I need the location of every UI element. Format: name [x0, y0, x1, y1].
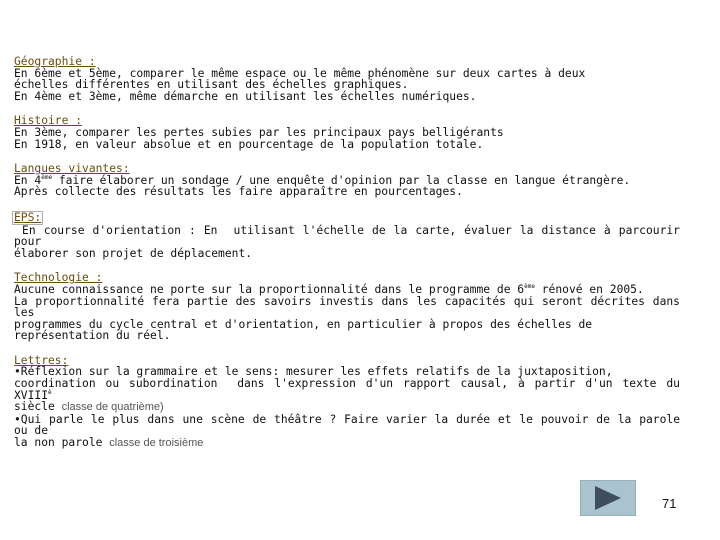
text-line: élaborer son projet de déplacement.	[14, 246, 253, 260]
play-triangle-icon	[593, 485, 623, 511]
document-body	[14, 55, 687, 463]
text-line	[14, 437, 680, 450]
superscript: è	[48, 388, 52, 396]
text-line: programmes du cycle central et d'orientation, en particulier à propos des échelles de	[14, 317, 593, 331]
bullet-line: •Qui parle le plus dans une scène de théâtre ? Faire varier la durée et le pouvoir de la parole ou de	[14, 412, 687, 438]
section-geographie	[14, 56, 680, 102]
text-line: En 1918, en valeur absolue et en pourcentage de la population totale.	[14, 137, 484, 151]
text-line	[14, 284, 680, 296]
text-fragment: Aucune connaissance ne porte sur la proportionnalité dans le programme de 6	[14, 282, 525, 296]
text-fragment: coordination ou subordination dans l'expression d'un rapport causal, à partir d'un texte du XVIII	[14, 377, 687, 402]
text-line: En 4ème et 3ème, même démarche en utilisant les échelles numériques.	[14, 89, 477, 103]
text-fragment: faire élaborer un sondage / une enquête d'opinion par la classe en langue étrangère.	[52, 173, 631, 187]
text-fragment: siècle	[14, 400, 62, 414]
text-line: échelles différentes en utilisant des échelles graphiques.	[14, 78, 409, 92]
bullet-line: •Réflexion sur la grammaire et le sens: mesurer les effets relatifs de la juxtaposition,	[14, 365, 613, 379]
next-slide-button[interactable]	[580, 480, 636, 516]
text-fragment: rénové en 2005.	[534, 282, 644, 296]
text-line	[14, 401, 680, 414]
section-histoire	[14, 115, 680, 150]
text-line	[14, 377, 687, 402]
text-fragment: la non parole	[14, 436, 110, 450]
section-langues-vivantes	[14, 163, 680, 198]
text-line: En course d'orientation : En utilisant l'échelle de la carte, évaluer la distance à parcourir pour	[14, 223, 687, 249]
section-heading: Langues vivantes:	[14, 162, 130, 176]
superscript: ème	[41, 173, 53, 181]
section-heading: Histoire :	[14, 114, 83, 128]
class-level-note: classe de quatrième)	[61, 401, 164, 414]
section-heading: Technologie :	[14, 271, 103, 285]
class-level-note: classe de troisième	[109, 437, 204, 450]
text-line: représentation du réel.	[14, 329, 171, 343]
page-number: 71	[662, 496, 677, 511]
section-heading: EPS:	[14, 210, 42, 224]
section-eps	[14, 210, 687, 260]
section-lettres	[14, 353, 687, 450]
text-line: La proportionnalité fera partie des savoirs investis dans les capacités qui seront décrites dans les	[14, 294, 687, 320]
text-line: Après collecte des résultats les faire apparaître en pourcentages.	[14, 185, 463, 199]
text-line: En 6ème et 5ème, comparer le même espace ou le même phénomène sur deux cartes à deux	[14, 66, 586, 80]
section-technologie	[14, 271, 687, 343]
section-heading: Lettres:	[14, 353, 69, 367]
section-heading: Géographie :	[14, 55, 96, 68]
superscript: ème	[524, 282, 535, 290]
text-line: En 3ème, comparer les pertes subies par les principaux pays belligérants	[14, 125, 504, 139]
text-fragment: En 4	[14, 173, 42, 187]
